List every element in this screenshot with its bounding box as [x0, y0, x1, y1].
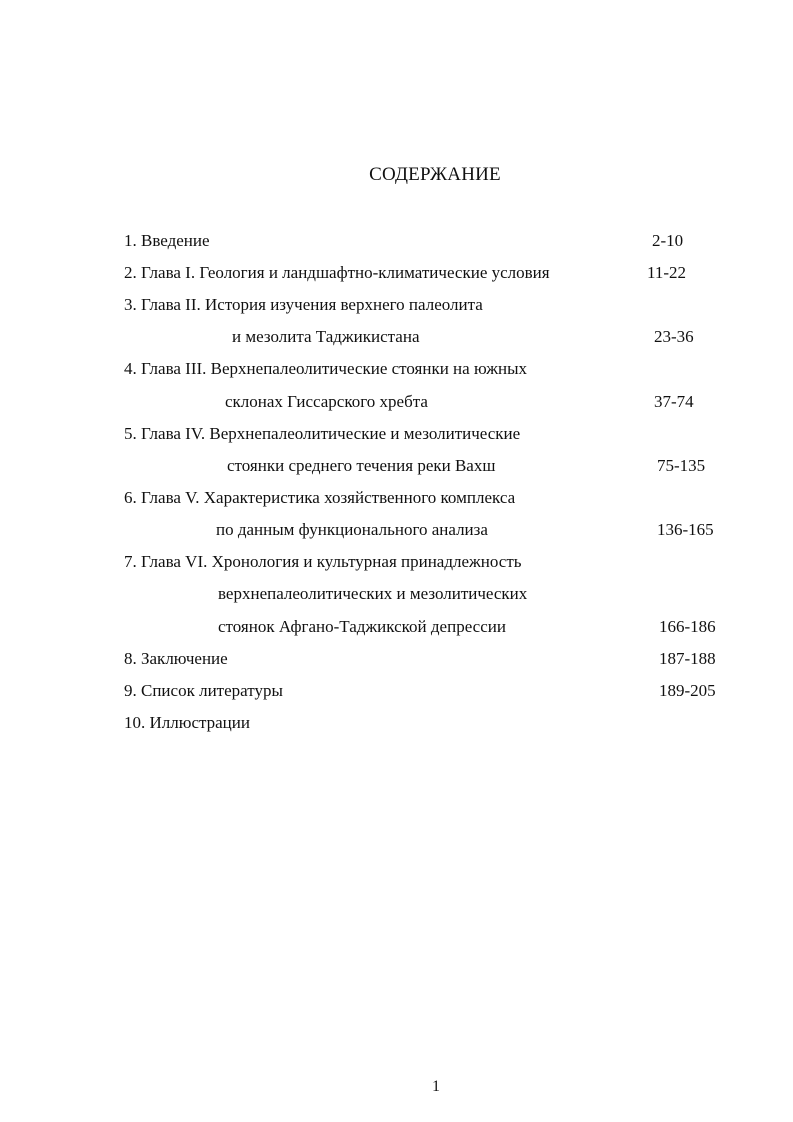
toc-entry-1-pages: 2-10 [652, 231, 684, 250]
toc-entry-1-line-1: 1. Введение [124, 231, 210, 250]
toc-entry-3-line-1: 3. Глава II. История изучения верхнего палеолита [124, 295, 483, 314]
toc-entry-8-pages: 187-188 [659, 649, 716, 668]
toc-entry-4-pages: 37-74 [654, 392, 694, 411]
toc-entry-2-line-1: 2. Глава I. Геология и ландшафтно-климатические условия [124, 263, 550, 282]
toc-entry-5-line-1: 5. Глава IV. Верхнепалеолитические и мезолитические [124, 424, 521, 443]
toc-entry-3-pages: 23-36 [654, 327, 694, 346]
toc-entry-7-line-3: стоянок Афгано-Таджикской депрессии [218, 617, 506, 636]
toc-entry-6-line-1: 6. Глава V. Характеристика хозяйственного комплекса [124, 488, 516, 507]
toc-entry-9-pages: 189-205 [659, 681, 716, 700]
toc-entry-7-line-2: верхнепалеолитических и мезолитических [218, 584, 528, 603]
toc-entry-4-line-1: 4. Глава III. Верхнепалеолитические стоянки на южных [124, 359, 527, 378]
toc-entry-6-line-2: по данным функционального анализа [216, 520, 488, 539]
page-number: 1 [432, 1078, 440, 1095]
toc-entry-5-line-2: стоянки среднего течения реки Вахш [227, 456, 496, 475]
page-title: СОДЕРЖАНИЕ [369, 164, 501, 185]
toc-entry-3-line-2: и мезолита Таджикистана [232, 327, 420, 346]
toc-entry-8-line-1: 8. Заключение [124, 649, 228, 668]
toc-entry-7-line-1: 7. Глава VI. Хронология и культурная принадлежность [124, 552, 522, 571]
toc-entry-2-pages: 11-22 [647, 263, 687, 282]
toc-entry-7-pages: 166-186 [659, 617, 716, 636]
toc-entry-5-pages: 75-135 [657, 456, 706, 475]
toc-entry-9-line-1: 9. Список литературы [124, 681, 283, 700]
toc-entry-4-line-2: склонах Гиссарского хребта [225, 392, 428, 411]
toc-entry-10-line-1: 10. Иллюстрации [124, 713, 250, 732]
toc-entry-6-pages: 136-165 [657, 520, 714, 539]
